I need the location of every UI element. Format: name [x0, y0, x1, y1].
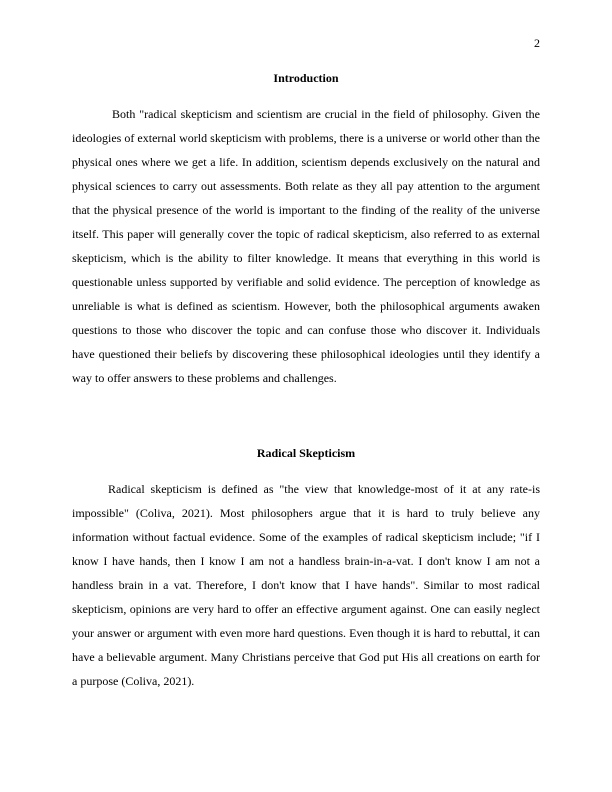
- paragraph-radical-skepticism: Radical skepticism is defined as "the view that knowledge-most of it at any rate-is impossible" (Coliva, 2021). Most philosophers argue that it is hard to truly believe any information without factual evidence. Some of the examples of radical skepticism include; "if I know I have hands, then I know I am not a handless brain-in-a-vat. I don't know I am not a handless brain in a vat. Therefore, I don't know that I have hands". Similar to most radical skepticism, opinions are very hard to offer an effective argument against. One can easily neglect your answer or argument with even more hard questions. Even though it is hard to rebuttal, it can have a believable argument. Many Christians perceive that God put His all creations on earth for a purpose (Coliva, 2021).: [72, 482, 540, 688]
- page-number: 2: [534, 36, 540, 50]
- paragraph-introduction: Both "radical skepticism and scientism are crucial in the field of philosophy. Given the ideologies of external world skepticism with problems, there is a universe or world other than the physical ones where we get a life. In addition, scientism depends exclusively on the natural and physical sciences to carry out assessments. Both relate as they all pay attention to the argument that the physical presence of the world is important to the finding of the reality of the universe itself. This paper will generally cover the topic of radical skepticism, also referred to as external skepticism, which is the ability to filter knowledge. It means that everything in this world is questionable unless supported by verifiable and solid evidence. The perception of knowledge as unreliable is what is defined as scientism. However, both the philosophical arguments awaken questions to those who discover the topic and can confuse those who discover it. Individuals have questioned their beliefs by discovering these philosophical ideologies until they identify a way to offer answers to these problems and challenges.: [72, 107, 540, 385]
- section-heading-radical-skepticism: Radical Skepticism: [256, 446, 356, 460]
- section-heading-introduction: Introduction: [273, 71, 339, 85]
